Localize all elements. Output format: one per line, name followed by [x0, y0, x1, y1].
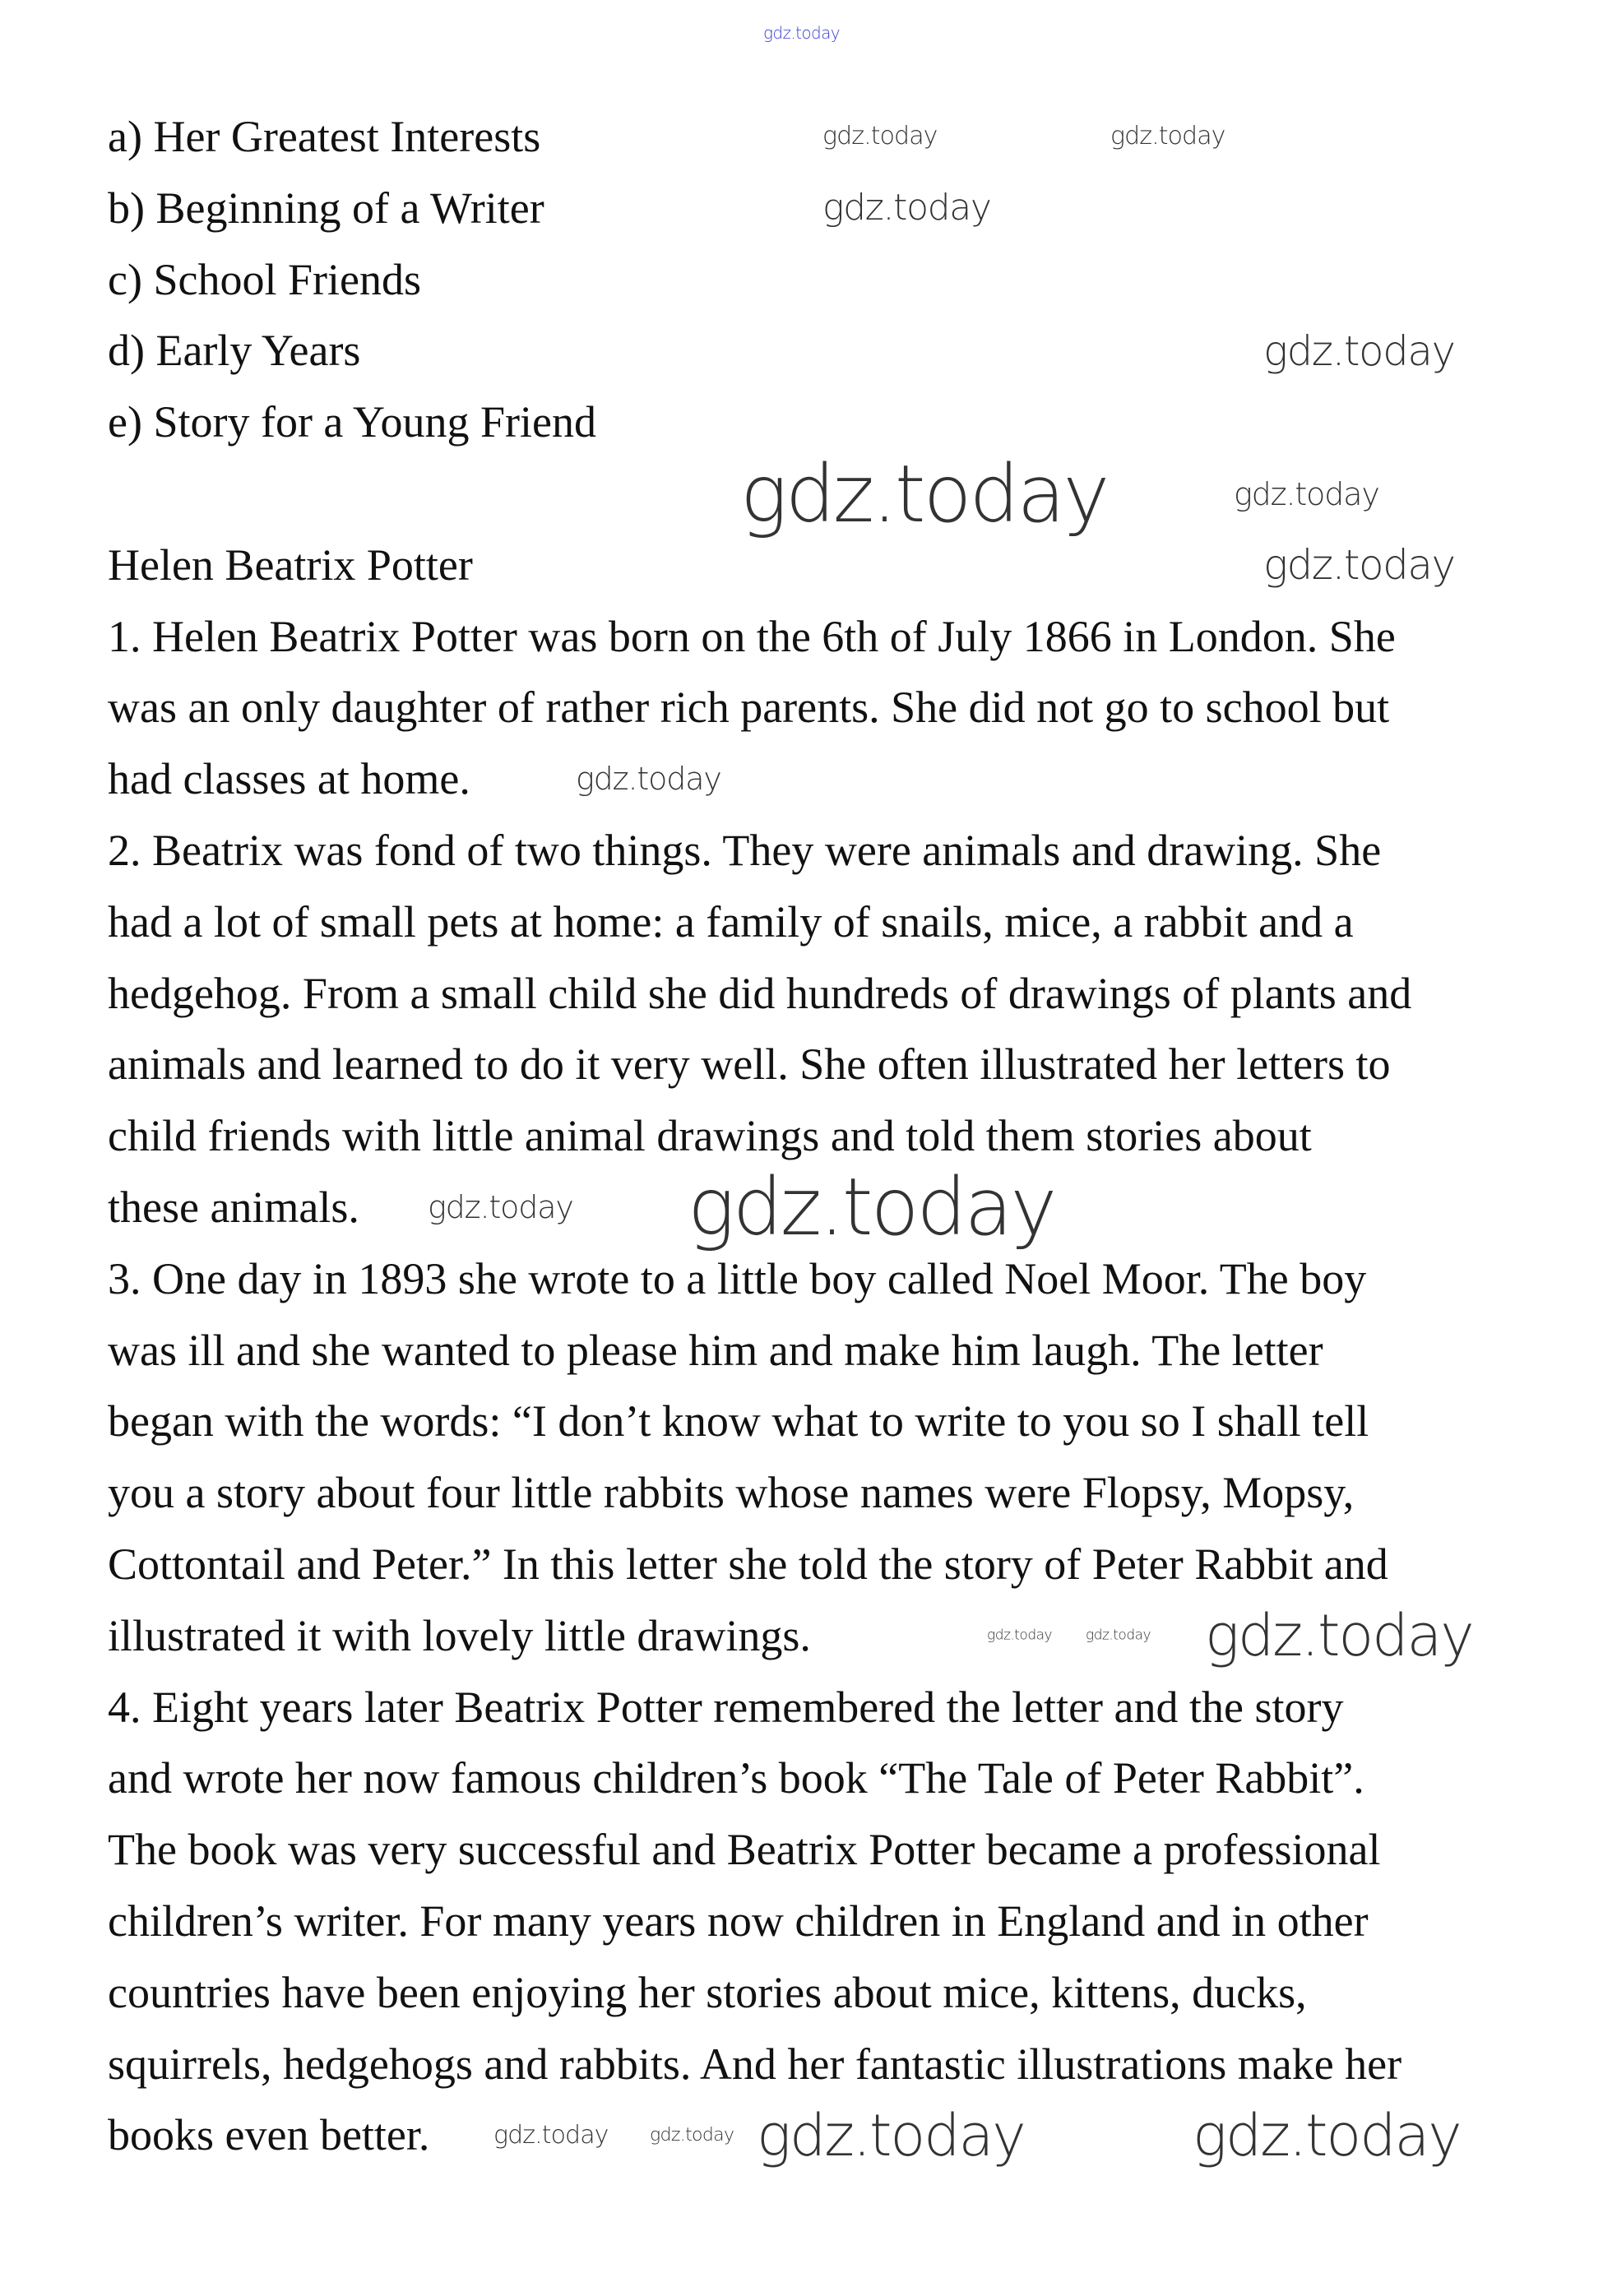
- heading-option-e: e) Story for a Young Friend: [108, 397, 596, 447]
- watermark: gdz.today: [493, 2121, 609, 2150]
- heading-option-b: b) Beginning of a Writer: [108, 183, 544, 233]
- body-line: illustrated it with lovely little drawings.: [108, 1610, 811, 1660]
- body-line: children’s writer. For many years now children in England and in other: [108, 1896, 1369, 1946]
- body-line: began with the words: “I don’t know what to write to you so I shall tell: [108, 1396, 1369, 1447]
- watermark: gdz.today: [822, 122, 938, 150]
- watermark: gdz.today: [1263, 541, 1455, 589]
- watermark: gdz.today: [1193, 2102, 1461, 2169]
- body-line: had classes at home.: [108, 754, 470, 804]
- watermark: gdz.today: [1234, 476, 1379, 512]
- watermark: gdz.today: [1263, 327, 1455, 375]
- body-line: books even better.: [108, 2110, 430, 2160]
- body-line: 1. Helen Beatrix Potter was born on the 6th of July 1866 in London. She: [108, 611, 1396, 661]
- heading-option-a: a) Her Greatest Interests: [108, 112, 541, 161]
- body-line: animals and learned to do it very well. She often illustrated her letters to: [108, 1039, 1391, 1090]
- watermark: gdz.today: [763, 23, 841, 43]
- body-line: The book was very successful and Beatrix Potter became a professional: [108, 1825, 1381, 1875]
- body-line: these animals.: [108, 1182, 359, 1232]
- watermark: gdz.today: [987, 1627, 1053, 1644]
- body-line: child friends with little animal drawings and told them stories about: [108, 1111, 1312, 1161]
- body-line: was ill and she wanted to please him and make him laugh. The letter: [108, 1325, 1323, 1375]
- watermark: gdz.today: [428, 1189, 573, 1225]
- body-line: squirrels, hedgehogs and rabbits. And her fantastic illustrations make her: [108, 2039, 1402, 2089]
- body-line: 3. One day in 1893 she wrote to a little boy called Noel Moor. The boy: [108, 1253, 1367, 1303]
- body-line: Cottontail and Peter.” In this letter she told the story of Peter Rabbit and: [108, 1539, 1388, 1589]
- watermark: gdz.today: [1110, 122, 1225, 150]
- body-line: had a lot of small pets at home: a family of snails, mice, a rabbit and a: [108, 896, 1354, 947]
- body-line: countries have been enjoying her stories about mice, kittens, ducks,: [108, 1967, 1307, 2017]
- heading-option-c: c) School Friends: [108, 254, 421, 304]
- watermark: gdz.today: [740, 447, 1108, 540]
- watermark: gdz.today: [822, 187, 991, 229]
- watermark: gdz.today: [757, 2102, 1025, 2169]
- watermark: gdz.today: [1205, 1602, 1473, 1669]
- watermark: gdz.today: [650, 2125, 734, 2146]
- body-line: 4. Eight years later Beatrix Potter remembered the letter and the story: [108, 1682, 1344, 1732]
- body-line: and wrote her now famous children’s book “The Tale of Peter Rabbit”.: [108, 1753, 1364, 1803]
- document-text: [108, 101, 1572, 2171]
- text-title: Helen Beatrix Potter: [108, 539, 473, 590]
- body-line: you a story about four little rabbits whose names were Flopsy, Mopsy,: [108, 1468, 1355, 1518]
- watermark: gdz.today: [1086, 1627, 1151, 1644]
- heading-option-d: d) Early Years: [108, 326, 361, 376]
- body-line: hedgehog. From a small child she did hundreds of drawings of plants and: [108, 968, 1412, 1018]
- body-line: 2. Beatrix was fond of two things. They were animals and drawing. She: [108, 825, 1382, 875]
- watermark: gdz.today: [688, 1160, 1055, 1253]
- watermark: gdz.today: [576, 761, 721, 797]
- body-line: was an only daughter of rather rich parents. She did not go to school but: [108, 683, 1390, 733]
